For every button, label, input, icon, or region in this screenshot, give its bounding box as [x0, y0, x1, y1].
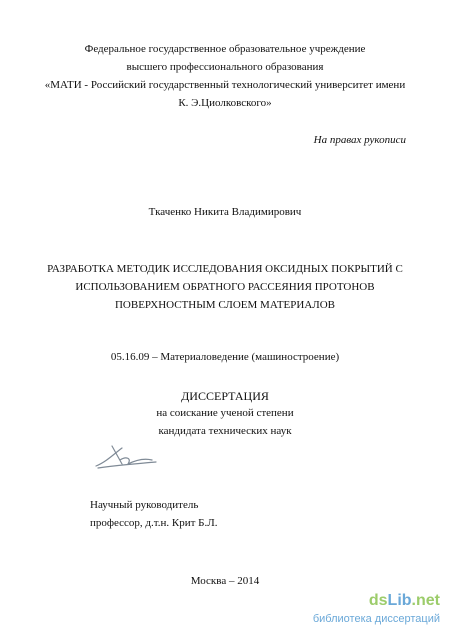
- header-line-2: высшего профессионального образования: [126, 61, 324, 73]
- watermark-logo-lib: Lib: [387, 592, 412, 609]
- header-line-4: К. Э.Циолковского»: [178, 97, 272, 109]
- watermark-logo: [369, 592, 440, 610]
- degree-line-2: кандидата технических наук: [158, 425, 292, 437]
- watermark-logo-ds: ds: [368, 592, 388, 609]
- signature-image: [92, 440, 162, 472]
- watermark-subtitle: библиотека диссертаций: [312, 613, 440, 625]
- title-line-1: РАЗРАБОТКА МЕТОДИК ИССЛЕДОВАНИЯ ОКСИДНЫХ ПОКРЫТИЙ С: [47, 263, 403, 275]
- title-line-2: ИСПОЛЬЗОВАНИЕМ ОБРАТНОГО РАССЕЯНИЯ ПРОТОНОВ: [75, 281, 375, 293]
- place-year: Москва – 2014: [190, 575, 260, 587]
- header-line-1: Федеральное государственное образовательное учреждение: [84, 43, 366, 55]
- degree-type: ДИССЕРТАЦИЯ: [181, 389, 269, 403]
- author-name: Ткаченко Никита Владимирович: [148, 206, 302, 218]
- header-line-3: «МАТИ - Российский государственный технологический университет имени: [44, 79, 406, 91]
- supervisor-label: Научный руководитель: [90, 499, 199, 511]
- specialty: 05.16.09 – Материаловедение (машиностроение): [110, 351, 340, 363]
- title-line-3: ПОВЕРХНОСТНЫМ СЛОЕМ МАТЕРИАЛОВ: [114, 299, 336, 311]
- degree-line-1: на соискание ученой степени: [156, 407, 294, 419]
- supervisor-name: профессор, д.т.н. Крит Б.Л.: [90, 517, 218, 529]
- watermark-logo-net: .net: [411, 592, 440, 609]
- manuscript-note: На правах рукописи: [313, 134, 406, 146]
